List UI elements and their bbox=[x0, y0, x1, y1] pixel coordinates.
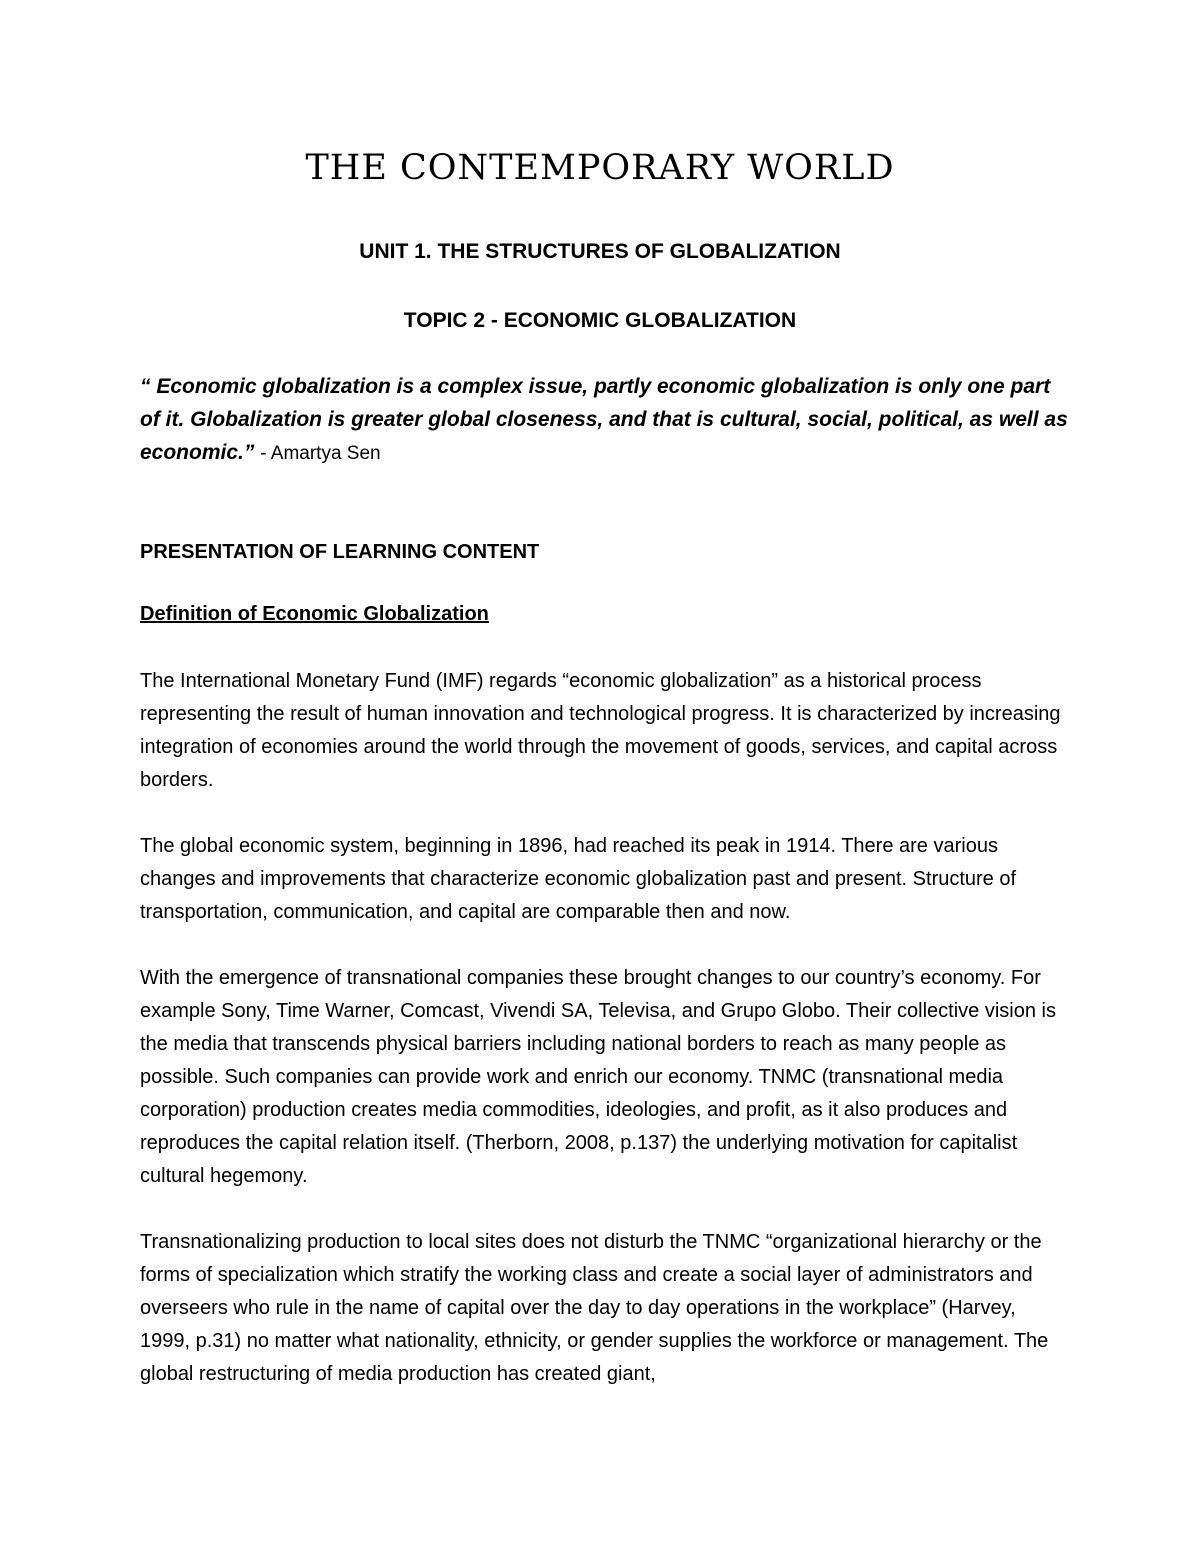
paragraph: The global economic system, beginning in 1896, had reached its peak in 1914. There are various changes and improvements that characterize economic globalization past and present. Structure of transportation, communication, and capital are comparable then and now. bbox=[140, 835, 1017, 923]
paragraph: Transnationalizing production to local sites does not disturb the TNMC “organizational hierarchy or the forms of specialization which stratify the working class and create a social layer of administrators and overseers who rule in the name of capital over the day to day operations in the workplace” (Harvey, 1999, p.31) no matter what nationality, ethnicity, or gender supplies the workforce or management. The global restructuring of media production has created giant, bbox=[140, 1231, 1049, 1385]
epigraph-quote bbox=[140, 370, 1070, 470]
document-title: THE CONTEMPORARY WORLD bbox=[305, 148, 895, 188]
topic-heading: TOPIC 2 - ECONOMIC GLOBALIZATION bbox=[403, 309, 797, 332]
paragraph: With the emergence of transnational companies these brought changes to our country’s economy. For example Sony, Time Warner, Comcast, Vivendi SA, Televisa, and Grupo Globo. Their collective vision is the media that transcends physical barriers including national borders to reach as many people as possible. Such companies can provide work and enrich our economy. TNMC (transnational media corporation) production creates media commodities, ideologies, and profit, as it also produces and reproduces the capital relation itself. (Therborn, 2008, p.137) the underlying motivation for capitalist cultural hegemony. bbox=[140, 967, 1056, 1187]
quote-text: “ Economic globalization is a complex issue, partly economic globalization is only one part of it. Globalization is greater global closeness, and that is cultural, social, political, as well as economic.” bbox=[140, 375, 1068, 464]
paragraph: The International Monetary Fund (IMF) regards “economic globalization” as a historical process representing the result of human innovation and technological progress. It is characterized by increasing integration of economies around the world through the movement of goods, services, and capital across borders. bbox=[140, 670, 1061, 791]
definition-subheading: Definition of Economic Globalization bbox=[140, 603, 489, 625]
quote-author: - Amartya Sen bbox=[260, 443, 381, 464]
unit-heading: UNIT 1. THE STRUCTURES OF GLOBALIZATION bbox=[359, 240, 841, 263]
section-heading: PRESENTATION OF LEARNING CONTENT bbox=[140, 541, 540, 563]
